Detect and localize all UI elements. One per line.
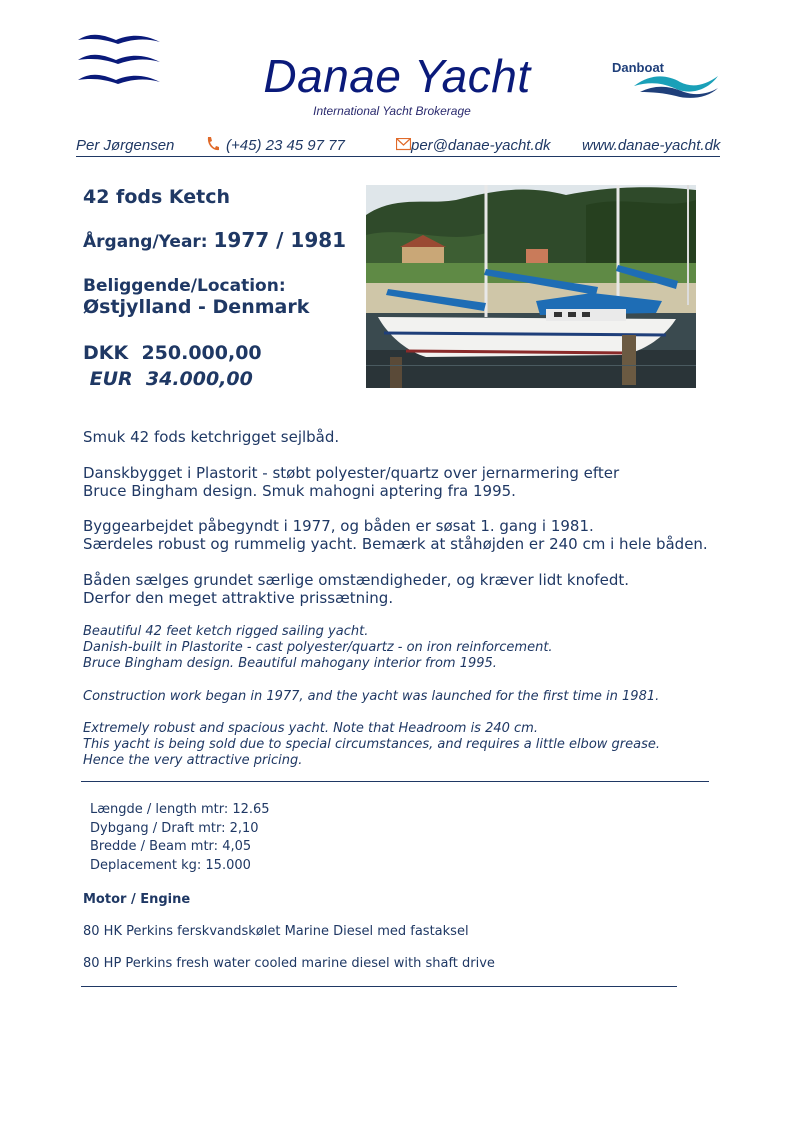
yacht-photo (366, 185, 696, 388)
contact-name: Per Jørgensen (76, 137, 175, 154)
description-dk-3: Byggearbejdet påbegyndt i 1977, og båden er søsat 1. gang i 1981. Særdeles robust og rummelig yacht. Bemærk at ståhøjden er 240 cm i hele båden. (83, 517, 708, 553)
year-value: 1977 / 1981 (213, 228, 347, 252)
description-en-1: Beautiful 42 feet ketch rigged sailing yacht. Danish-built in Plastorite - cast polyester/quartz - on iron reinforcement. Bruce Bingham design. Beautiful mahogany interior from 1995. (83, 624, 553, 671)
specs-list (90, 801, 270, 875)
contact-bar (76, 136, 720, 157)
divider (81, 781, 709, 782)
price-dkk: DKK 250.000,00 (83, 342, 262, 364)
danboat-logo (608, 58, 720, 98)
description-dk-1: Smuk 42 fods ketchrigget sejlbåd. (83, 428, 340, 446)
location-label: Beliggende/Location: (83, 276, 286, 296)
danboat-logo-text: Danboat (612, 60, 664, 75)
spec-beam: Bredde / Beam mtr: 4,05 (90, 839, 252, 854)
year-label: Årgang/Year (83, 232, 201, 252)
contact-phone-link[interactable]: (+45) 23 45 97 77 (226, 137, 345, 154)
motor-description-dk: 80 HK Perkins ferskvandskølet Marine Diesel med fastaksel (83, 924, 469, 939)
spec-displacement: Deplacement kg: 15.000 (90, 857, 251, 873)
email-icon (396, 138, 411, 151)
phone-icon (206, 136, 220, 152)
divider-bottom (81, 986, 677, 987)
wave-icon (630, 66, 720, 98)
spec-draft: Dybgang / Draft mtr: 2,10 (90, 820, 259, 836)
year-line: Årgang/Year: 1977 / 1981 (83, 228, 347, 252)
price-eur: EUR 34.000,00 (83, 368, 253, 390)
brand-subtitle: International Yacht Brokerage (313, 104, 471, 118)
description-dk-4: Båden sælges grundet særlige omstændigheder, og kræver lidt knofedt. Derfor den meget attraktive prissætning. (83, 571, 629, 607)
description-en-3: Extremely robust and spacious yacht. Note that Headroom is 240 cm. This yacht is being sold due to special circumstances, and requires a little elbow grease. Hence the very attractive pricing. (83, 721, 660, 768)
contact-email-link[interactable]: per@danae-yacht.dk (411, 137, 551, 154)
location-value: Østjylland - Denmark (83, 296, 310, 318)
yacht-model: 42 fods Ketch (83, 186, 231, 208)
contact-website-link[interactable]: www.danae-yacht.dk (582, 137, 721, 154)
spec-length: Længde / length mtr: 12.65 (90, 802, 270, 817)
description-en-2: Construction work began in 1977, and the yacht was launched for the first time in 1981. (83, 689, 660, 704)
motor-description-en: 80 HP Perkins fresh water cooled marine diesel with shaft drive (83, 956, 495, 971)
description-dk-2: Danskbygget i Plastorit - støbt polyester/quartz over jernarmering efter Bruce Bingham design. Smuk mahogni aptering fra 1995. (83, 464, 620, 500)
motor-heading: Motor / Engine (83, 892, 191, 907)
brand-title: Danae Yacht (263, 50, 531, 102)
